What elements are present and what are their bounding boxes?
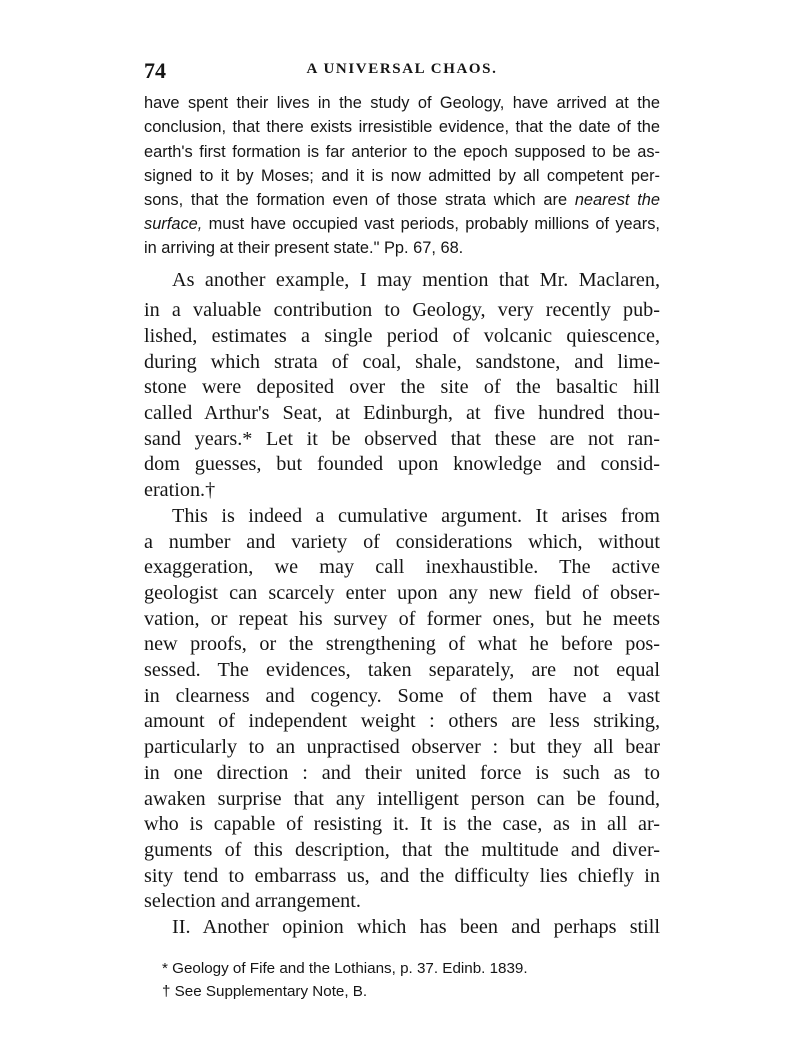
quote-text: must have occupied vast periods, probably millions of years,	[208, 215, 660, 233]
text-line: awaken surprise that any intelligent person can be found,	[144, 788, 660, 810]
text-line: geologist can scarcely enter upon any new field of obser-	[144, 582, 660, 604]
quote-line: signed to it by Moses; and it is now admitted by all competent per-	[144, 167, 660, 185]
footnote: † See Supplementary Note, B.	[162, 983, 368, 1000]
quote-line	[144, 215, 660, 234]
text-line: This is indeed a cumulative argument. It arises from	[172, 505, 660, 527]
quote-line	[144, 191, 660, 210]
text-line: in a valuable contribution to Geology, very recently pub-	[144, 299, 660, 321]
footnote: * Geology of Fife and the Lothians, p. 37. Edinb. 1839.	[162, 960, 528, 977]
text-line: during which strata of coal, shale, sandstone, and lime-	[144, 351, 660, 373]
quote-text: sons, that the formation even of those strata which are	[144, 191, 568, 209]
text-line: dom guesses, but founded upon knowledge and consid-	[144, 453, 660, 475]
text-line: particularly to an unpractised observer : but they all bear	[144, 736, 660, 758]
text-line: in clearness and cogency. Some of them have a vast	[144, 685, 660, 707]
text-line: eration.†	[144, 479, 216, 501]
text-line: a number and variety of considerations which, without	[144, 531, 660, 553]
text-line: lished, estimates a single period of volcanic quiescence,	[144, 325, 660, 347]
text-line: exaggeration, we may call inexhaustible. The active	[144, 556, 660, 578]
text-line: selection and arrangement.	[144, 890, 361, 912]
text-line: stone were deposited over the site of the basaltic hill	[144, 376, 660, 398]
running-head: A UNIVERSAL CHAOS.	[306, 61, 498, 77]
text-line: guments of this description, that the multitude and diver-	[144, 839, 660, 861]
page-number: 74	[144, 58, 166, 83]
text-line: As another example, I may mention that Mr. Maclaren,	[172, 269, 660, 291]
quote-line: in arriving at their present state." Pp. 67, 68.	[144, 239, 464, 257]
text-line: sand years.* Let it be observed that these are not ran-	[144, 428, 660, 450]
page-header	[144, 58, 660, 84]
text-line: II. Another opinion which has been and perhaps still	[172, 916, 660, 938]
text-line: new proofs, or the strengthening of what he before pos-	[144, 633, 660, 655]
italic-emphasis: nearest the	[574, 191, 660, 209]
quote-line: earth's first formation is far anterior to the epoch supposed to be as-	[144, 143, 660, 161]
text-line: vation, or repeat his survey of former ones, but he meets	[144, 608, 660, 630]
text-line: in one direction : and their united force is such as to	[144, 762, 660, 784]
quote-line: conclusion, that there exists irresistible evidence, that the date of the	[144, 118, 660, 136]
text-line: who is capable of resisting it. It is the case, as in all ar-	[144, 813, 660, 835]
text-line: sity tend to embarrass us, and the difficulty lies chiefly in	[144, 865, 660, 887]
text-line: amount of independent weight : others are less striking,	[144, 710, 660, 732]
text-line: sessed. The evidences, taken separately, are not equal	[144, 659, 660, 681]
italic-emphasis: surface,	[144, 215, 203, 233]
quote-line: have spent their lives in the study of Geology, have arrived at the	[144, 94, 660, 112]
text-line: called Arthur's Seat, at Edinburgh, at five hundred thou-	[144, 402, 660, 424]
